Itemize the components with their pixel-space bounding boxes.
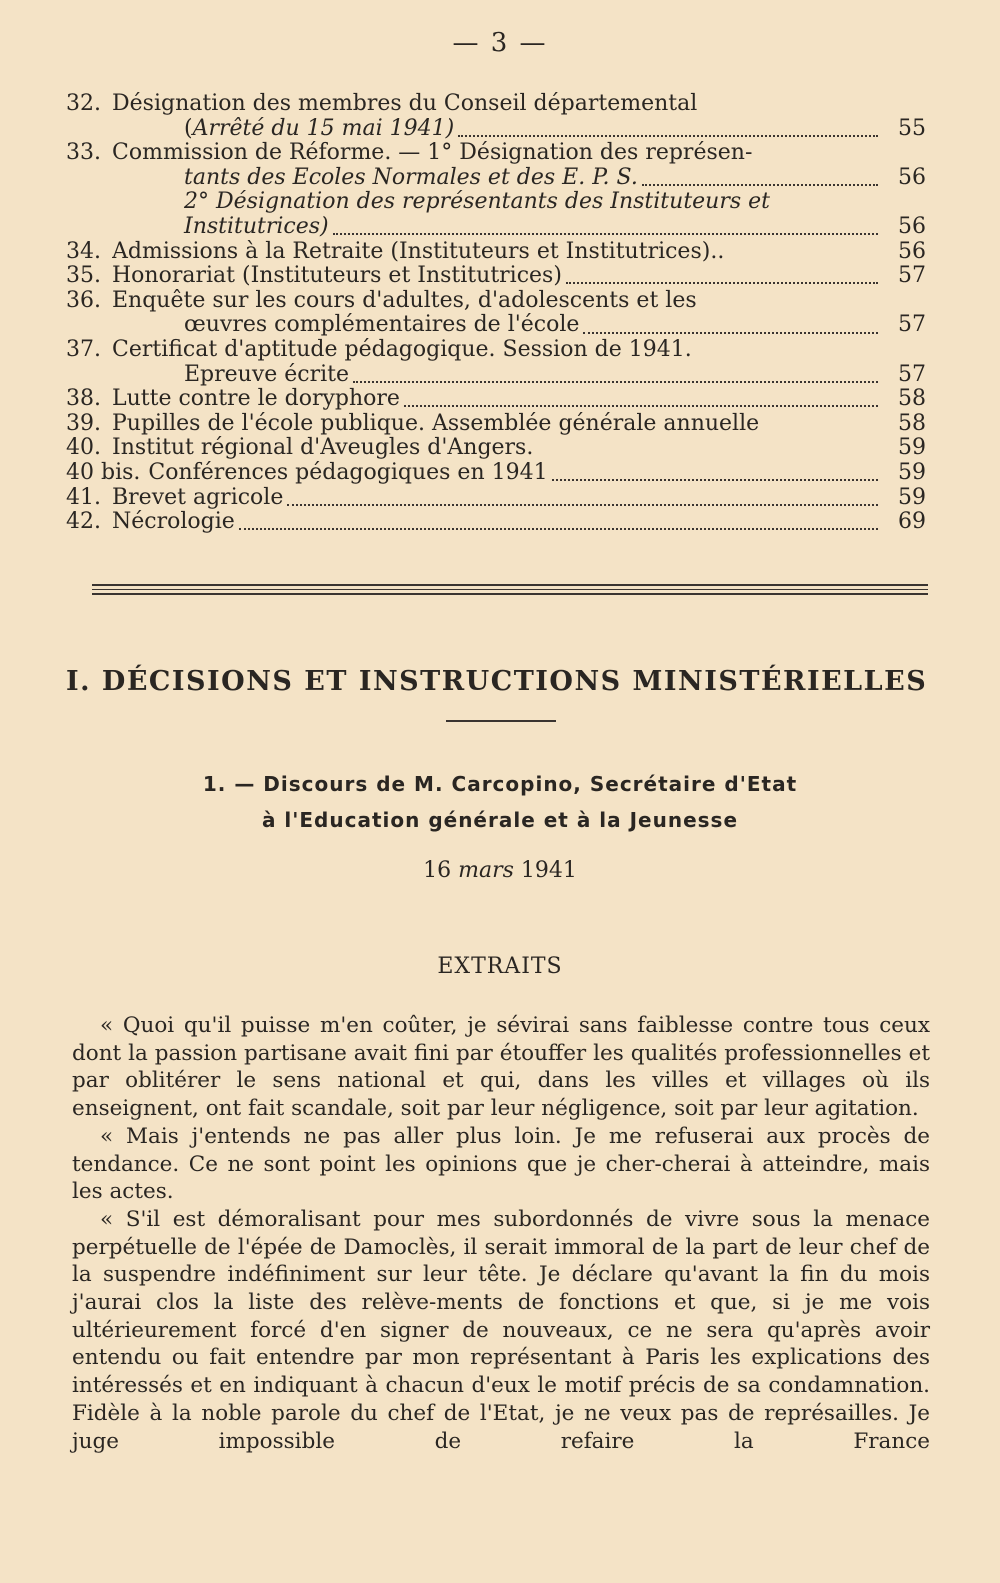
toc-entry-text: Pupilles de l'école publique. Assemblée générale annuelle [112, 411, 760, 436]
toc-entry-page: 59 [898, 484, 926, 510]
toc-entry-text: Admissions à la Retraite (Instituteurs et Institutrices).. [112, 239, 725, 264]
date-month: mars [458, 858, 514, 883]
toc-entry-number: 40 bis. [66, 459, 141, 485]
paragraph: « Quoi qu'il puisse m'en coûter, je sévirai sans faiblesse contre tous ceux dont la passion partisane avait fini par étouffer les qualités professionnelles et par oblitérer le sens national et qui, dans les villes et villages où ils enseignent, ont fait scandale, soit par leur négligence, soit par leur agitation. [72, 1013, 930, 1122]
leader-dots [566, 268, 878, 284]
toc-entry-text: Arrêté du 15 mai 1941) [192, 116, 455, 141]
triple-rule-divider [92, 584, 928, 595]
toc-entry [66, 338, 926, 363]
toc-entry-number: 34. [66, 238, 101, 264]
date-day: 16 [423, 858, 452, 883]
toc-entry [66, 117, 926, 142]
leader-dots [353, 367, 878, 383]
toc-entry-page: 69 [898, 509, 926, 535]
toc-entry-text: Conférences pédagogiques en 1941 [148, 460, 548, 485]
leader-dots [239, 514, 878, 530]
table-of-contents [66, 92, 926, 535]
section-title: I. DÉCISIONS ET INSTRUCTIONS MINISTÉRIELLES [66, 666, 928, 697]
toc-entry-text: Désignation des membres du Conseil départemental [112, 92, 698, 116]
toc-entry-text: Nécrologie [112, 510, 235, 535]
toc-entry-text: Honorariat (Instituteurs et Institutrices) [112, 264, 562, 289]
toc-entry [66, 387, 926, 412]
toc-entry-number: 35. [66, 263, 101, 289]
toc-entry [66, 240, 926, 265]
toc-entry-number: 41. [66, 484, 101, 510]
page-number: — 3 — [452, 28, 548, 58]
toc-entry-page: 57 [898, 312, 926, 338]
toc-entry-text: Institutrices) [184, 214, 329, 239]
toc-entry-text: Institut régional d'Aveugles d'Angers. [112, 436, 534, 461]
leader-dots [458, 121, 878, 137]
toc-entry [66, 436, 926, 461]
toc-entry-number: 33. [66, 140, 101, 166]
toc-entry [66, 486, 926, 511]
toc-entry-page: 56 [898, 213, 926, 239]
toc-entry-text: Enquête sur les cours d'adultes, d'adolescents et les [112, 288, 697, 313]
toc-entry [66, 461, 926, 486]
toc-entry-text: tants des Ecoles Normales et des E. P. S. [184, 165, 638, 190]
toc-entry-page: 56 [898, 164, 926, 190]
leader-dots [552, 465, 878, 481]
article-date [0, 858, 1000, 883]
article-heading-line-1: 1. — Discours de M. Carcopino, Secrétaire d'Etat [202, 772, 798, 796]
leader-dots [642, 170, 878, 186]
toc-entry-number: 36. [66, 287, 101, 313]
toc-entry [66, 289, 926, 314]
toc-entry-number: 42. [66, 509, 101, 535]
toc-entry [66, 190, 926, 215]
toc-entry-text: 2° Désignation des représentants des Instituteurs et [184, 190, 771, 215]
toc-entry-page: 58 [898, 410, 926, 436]
extraits-heading: EXTRAITS [437, 954, 563, 979]
toc-entry-text: Epreuve écrite [184, 362, 350, 387]
toc-entry [66, 412, 926, 437]
toc-entry-page: 59 [898, 459, 926, 485]
toc-entry [66, 166, 926, 191]
toc-entry-text: Certificat d'aptitude pédagogique. Session de 1941. [112, 337, 692, 362]
toc-entry [66, 363, 926, 388]
short-rule-divider [446, 720, 556, 722]
toc-entry [66, 264, 926, 289]
toc-entry-text: Lutte contre le doryphore [112, 387, 400, 412]
toc-entry-number: 37. [66, 336, 101, 362]
toc-entry [66, 313, 926, 338]
article-heading-line-2: à l'Education générale et à la Jeunesse [261, 808, 739, 832]
toc-entry-text: Commission de Réforme. — 1° Désignation des représen- [112, 141, 753, 166]
leader-dots [583, 318, 878, 334]
body-text [72, 1012, 930, 1455]
toc-entry-number: 39. [66, 410, 101, 436]
paragraph: « Mais j'entends ne pas aller plus loin. Je me refuserai aux procès de tendance. Ce ne sont point les opinions que je cher-cherai à atteindre, mais les actes. [72, 1123, 930, 1205]
leader-dots [287, 490, 878, 506]
toc-entry-page: 58 [898, 386, 926, 412]
date-year: 1941 [520, 858, 577, 883]
toc-entry-page: 57 [898, 361, 926, 387]
toc-entry-page: 55 [898, 115, 926, 141]
toc-entry-prefix: ( [184, 116, 193, 141]
toc-entry-page: 56 [898, 238, 926, 264]
toc-entry-text: Brevet agricole [112, 485, 284, 510]
toc-entry [66, 215, 926, 240]
toc-entry-number: 38. [66, 386, 101, 412]
toc-entry-page: 57 [898, 263, 926, 289]
toc-entry [66, 510, 926, 535]
leader-dots [333, 219, 878, 235]
paragraph: « S'il est démoralisant pour mes subordonnés de vivre sous la menace perpétuelle de l'épée de Damoclès, il serait immoral de la part de leur chef de la suspendre indéfiniment sur leur tête. Je déclare qu'avant la fin du mois j'aurai clos la liste des relève-ments de fonctions et que, si je me vois ultérieurement forcé d'en signer de nouveaux, ce ne sera qu'après avoir entendu ou fait entendre par mon représentant à Paris les explications des intéressés et en indiquant à chacun d'eux le motif précis de sa condamnation. Fidèle à la noble parole du chef de l'Etat, je ne veux pas de représailles. Je juge impossible de refaire la France [72, 1206, 930, 1454]
toc-entry-number: 40. [66, 435, 101, 461]
toc-entry [66, 92, 926, 117]
toc-entry-text: œuvres complémentaires de l'école [184, 313, 580, 338]
leader-dots [404, 391, 878, 407]
toc-entry-page: 59 [898, 435, 926, 461]
toc-entry-number: 32. [66, 91, 101, 116]
toc-entry [66, 141, 926, 166]
